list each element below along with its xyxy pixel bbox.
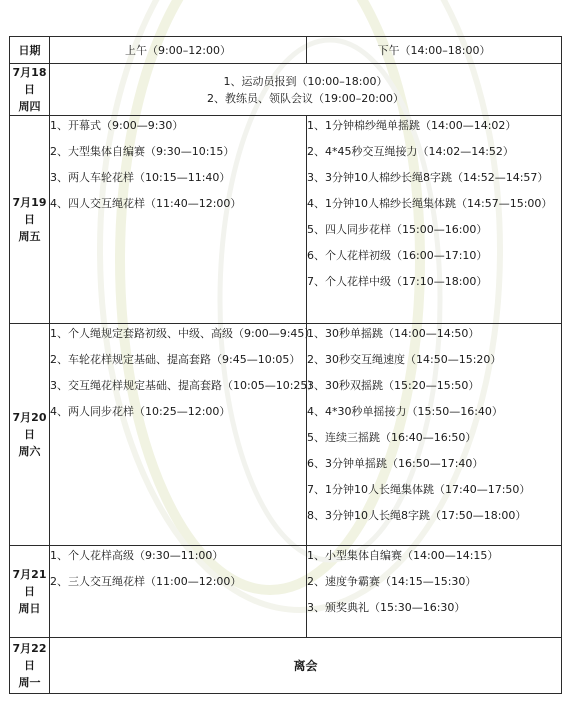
list-item: 3、两人车轮花样（10:15—11:40） (50, 171, 231, 184)
merged-cell (50, 64, 562, 116)
list-item: 2、三人交互绳花样（11:00—12:00） (50, 575, 242, 588)
afternoon-cell (307, 546, 562, 638)
list-item: 1、30秒单摇跳（14:00—14:50） (307, 327, 480, 340)
date-cell (10, 324, 50, 546)
list-item: 6、3分钟单摇跳（16:50—17:40） (307, 457, 484, 470)
row-jul18 (10, 64, 562, 116)
afternoon-cell (307, 324, 562, 546)
morning-cell (50, 116, 307, 324)
list-item: 5、连续三摇跳（16:40—16:50） (307, 431, 477, 444)
list-item: 3、颁奖典礼（15:30—16:30） (307, 601, 466, 614)
list-item: 8、3分钟10人长绳8字跳（17:50—18:00） (307, 509, 527, 522)
date-cell (10, 638, 50, 694)
list-item: 1、小型集体自编赛（14:00—14:15） (307, 549, 499, 562)
list-item: 6、个人花样初级（16:00—17:10） (307, 249, 488, 262)
afternoon-cell (307, 116, 562, 324)
list-item: 7、1分钟10人长绳集体跳（17:40—17:50） (307, 483, 531, 496)
weekday-label: 周六 (18, 445, 41, 458)
list-item: 1、运动员报到（10:00–18:00） (223, 74, 388, 88)
header-row (10, 37, 562, 64)
weekday-label: 周一 (18, 676, 41, 689)
list-item: 2、30秒交互绳速度（14:50—15:20） (307, 353, 502, 366)
date-cell (10, 546, 50, 638)
row-jul19 (10, 116, 562, 324)
morning-cell (50, 324, 319, 546)
list-item: 4、4*30秒单摇接力（15:50—16:40） (307, 405, 503, 418)
weekday-label: 周日 (18, 602, 41, 615)
list-item: 2、教练员、领队会议（19:00–20:00） (207, 91, 404, 105)
list-item: 1、个人绳规定套路初级、中级、高级（9:00—9:45） (50, 327, 316, 340)
schedule-table (9, 36, 562, 694)
list-item: 2、4*45秒交互绳接力（14:02—14:52） (307, 145, 514, 158)
list-item: 4、四人交互绳花样（11:40—12:00） (50, 197, 242, 210)
date-label: 7月19日 (12, 196, 47, 226)
weekday-label: 周五 (18, 230, 41, 243)
row-jul22 (10, 638, 562, 694)
weekday-label: 周四 (18, 100, 41, 113)
row-jul21 (10, 546, 562, 638)
date-label: 7月22日 (12, 642, 47, 672)
header-morning: 上午（9:00–12:00） (50, 37, 307, 64)
date-cell (10, 116, 50, 324)
row-jul20 (10, 324, 562, 546)
list-item: 1、1分钟棉纱绳单摇跳（14:00—14:02） (307, 119, 517, 132)
list-item: 2、大型集体自编赛（9:30—10:15） (50, 145, 235, 158)
date-label: 7月21日 (12, 568, 47, 598)
list-item: 4、两人同步花样（10:25—12:00） (50, 405, 231, 418)
list-item: 5、四人同步花样（15:00—16:00） (307, 223, 488, 236)
list-item: 3、30秒双摇跳（15:20—15:50） (307, 379, 480, 392)
list-item: 3、3分钟10人棉纱长绳8字跳（14:52—14:57） (307, 171, 549, 184)
list-item: 2、车轮花样规定基础、提高套路（9:45—10:05） (50, 353, 301, 366)
date-label: 7月18日 (12, 66, 47, 96)
list-item: 1、个人花样高级（9:30—11:00） (50, 549, 224, 562)
list-item: 1、开幕式（9:00—9:30） (50, 119, 184, 132)
list-item: 7、个人花样中级（17:10—18:00） (307, 275, 488, 288)
list-item: 2、速度争霸赛（14:15—15:30） (307, 575, 477, 588)
morning-cell (50, 546, 307, 638)
date-label: 7月20日 (12, 411, 47, 441)
header-date: 日期 (10, 37, 50, 64)
list-item: 3、交互绳花样规定基础、提高套路（10:05—10:25） (50, 379, 319, 392)
date-cell (10, 64, 50, 116)
departure-cell: 离会 (50, 638, 562, 694)
header-afternoon: 下午（14:00–18:00） (307, 37, 562, 64)
list-item: 4、1分钟10人棉纱长绳集体跳（14:57—15:00） (307, 197, 553, 210)
